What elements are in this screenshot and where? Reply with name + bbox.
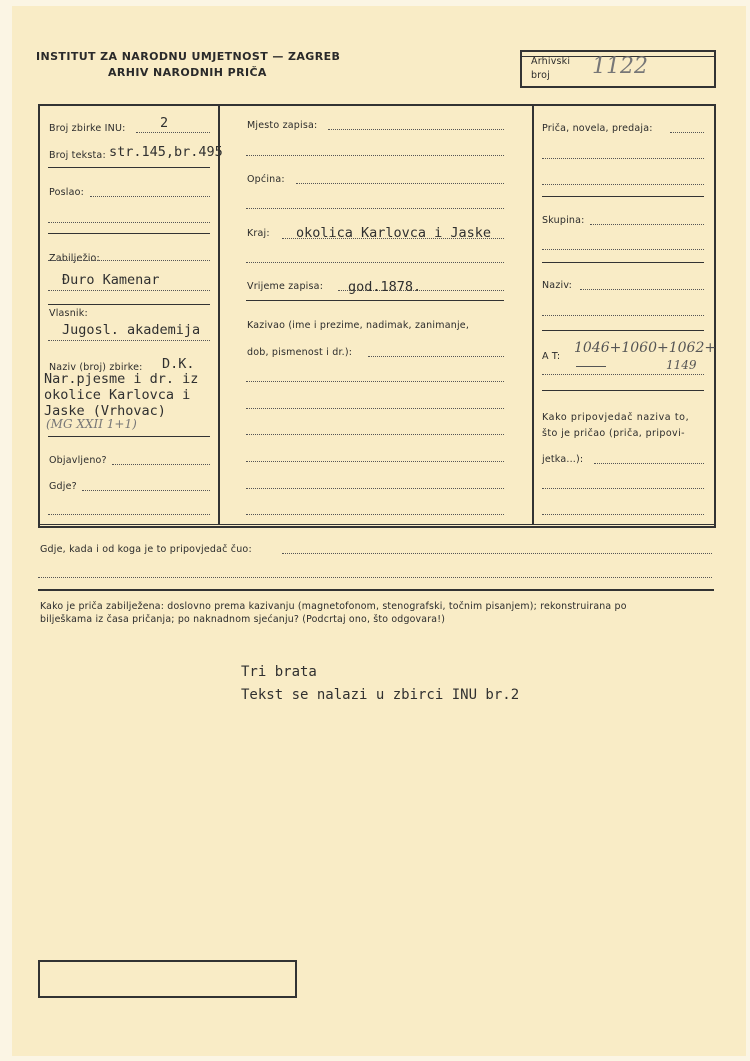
at-label: A T: — [542, 351, 561, 362]
narrator-term-label-2: što je pričao (priča, pripovi- — [542, 428, 685, 439]
archive-number-label-1: Arhivski — [531, 56, 571, 67]
collection-handwritten-note: (MG XXII 1+1) — [46, 417, 137, 431]
region-label: Kraj: — [247, 228, 270, 239]
column-divider-2 — [532, 106, 534, 524]
time-label: Vrijeme zapisa: — [247, 281, 324, 292]
collection-value-3: okolice Karlovca i — [44, 387, 191, 403]
collection-label: Naziv (broj) zbirke: — [49, 362, 143, 373]
recording-method-line-2: bilješkama iz časa pričanja; po naknadnom sjećanju? (Podcrtaj ono, što odgovara!) — [40, 614, 446, 625]
institute-name: INSTITUT ZA NARODNU UMJETNOST — ZAGREB — [36, 50, 341, 63]
collection-value-4: Jaske (Vrhovac) — [44, 403, 166, 419]
text-number-value: str.145,br.495 — [109, 144, 223, 160]
recorder-label: Zabilježio: — [49, 253, 100, 264]
owner-value: Jugosl. akademija — [62, 322, 201, 338]
region-value: okolica Karlovca i Jaske — [296, 225, 492, 241]
story-type-label: Priča, novela, predaja: — [542, 123, 653, 134]
story-note: Tekst se nalazi u zbirci INU br.2 — [241, 687, 520, 703]
text-number-label: Broj teksta: — [49, 150, 106, 161]
recorder-value: Đuro Kamenar — [62, 272, 160, 288]
archive-number-value: 1122 — [592, 54, 648, 79]
archive-number-label-2: broj — [531, 70, 550, 81]
narrator-term-label-1: Kako pripovjedač naziva to, — [542, 412, 690, 423]
at-value-1: 1046+1060+1062+ — [574, 340, 717, 356]
inu-label: Broj zbirke INU: — [49, 123, 126, 134]
municipality-label: Općina: — [247, 174, 285, 185]
story-title: Tri brata — [241, 664, 317, 680]
column-divider-1 — [218, 106, 220, 524]
archive-name: ARHIV NARODNIH PRIČA — [108, 66, 267, 79]
owner-label: Vlasnik: — [49, 308, 88, 319]
where-when-label: Gdje, kada i od koga je to pripovjedač čuo: — [40, 544, 252, 555]
bottom-stamp-box — [38, 960, 297, 998]
sender-label: Poslao: — [49, 187, 85, 198]
published-label: Objavljeno? — [49, 455, 107, 466]
name-label: Naziv: — [542, 280, 573, 291]
narrator-label-2: dob, pismenost i dr.): — [247, 347, 353, 358]
collection-value-1: D.K. — [162, 356, 195, 372]
time-value: god.1878. — [348, 279, 422, 295]
narrator-label-1: Kazivao (ime i prezime, nadimak, zanimanje, — [247, 320, 470, 331]
at-value-2: 1149 — [666, 358, 697, 372]
group-label: Skupina: — [542, 215, 585, 226]
collection-value-2: Nar.pjesme i dr. iz — [44, 371, 199, 387]
inu-value: 2 — [160, 115, 169, 131]
place-label: Mjesto zapisa: — [247, 120, 318, 131]
where-published-label: Gdje? — [49, 481, 77, 492]
narrator-term-label-3: jetka...): — [542, 454, 584, 465]
recording-method-line-1: Kako je priča zabilježena: doslovno prema kazivanju (magnetofonom, stenografski, točnim pisanjem); rekonstruirana po — [40, 601, 627, 612]
